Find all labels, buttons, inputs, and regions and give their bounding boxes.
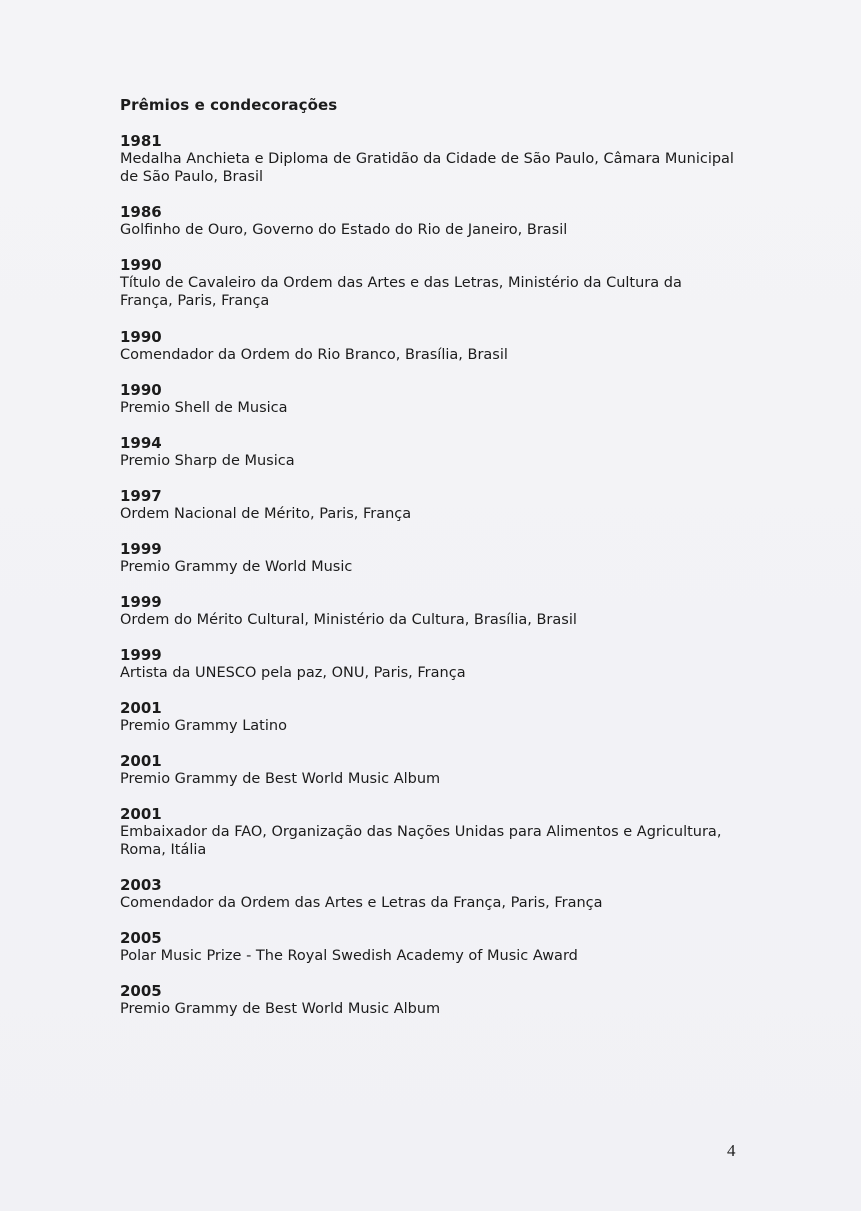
- award-description: Premio Grammy de World Music: [120, 559, 353, 575]
- award-year: 1999: [120, 593, 162, 611]
- award-year: 1999: [120, 540, 162, 558]
- award-year: 1990: [120, 381, 162, 399]
- award-year: 1990: [120, 328, 162, 346]
- award-year: 1994: [120, 434, 162, 452]
- award-description: Medalha Anchieta e Diploma de Gratidão da Cidade de São Paulo, Câmara Municipal de São Paulo, Brasil: [120, 151, 734, 185]
- award-entry: [120, 328, 760, 381]
- award-entry: [120, 929, 760, 982]
- award-year: 1990: [120, 256, 162, 274]
- award-description: Premio Sharp de Musica: [120, 453, 295, 469]
- award-entry: [120, 646, 760, 699]
- section-title: Prêmios e condecorações: [120, 96, 338, 114]
- award-entry: [120, 593, 760, 646]
- award-year: 1999: [120, 646, 162, 664]
- award-description: Comendador da Ordem do Rio Branco, Brasília, Brasil: [120, 347, 508, 363]
- award-entry: [120, 540, 760, 593]
- award-year: 2005: [120, 929, 162, 947]
- award-year: 2001: [120, 752, 162, 770]
- award-description: Premio Shell de Musica: [120, 400, 288, 416]
- award-description: Polar Music Prize - The Royal Swedish Academy of Music Award: [120, 948, 578, 964]
- award-description: Premio Grammy Latino: [120, 718, 287, 734]
- award-description: Golfinho de Ouro, Governo do Estado do Rio de Janeiro, Brasil: [120, 222, 568, 238]
- awards-list: [120, 132, 760, 1035]
- award-entry: [120, 256, 760, 328]
- award-entry: [120, 699, 760, 752]
- award-entry: [120, 752, 760, 805]
- award-year: 2001: [120, 699, 162, 717]
- award-entry: [120, 805, 760, 876]
- award-year: 1981: [120, 132, 162, 150]
- award-entry: [120, 434, 760, 487]
- award-year: 2005: [120, 982, 162, 1000]
- award-description: Embaixador da FAO, Organização das Nações Unidas para Alimentos e Agricultura, Roma, Itália: [120, 824, 722, 858]
- award-entry: [120, 381, 760, 434]
- award-entry: [120, 487, 760, 540]
- award-year: 1986: [120, 203, 162, 221]
- award-description: Comendador da Ordem das Artes e Letras da França, Paris, França: [120, 895, 603, 911]
- award-description: Premio Grammy de Best World Music Album: [120, 1001, 441, 1017]
- award-entry: [120, 876, 760, 929]
- award-description: Ordem Nacional de Mérito, Paris, França: [120, 506, 412, 522]
- award-description: Premio Grammy de Best World Music Album: [120, 771, 441, 787]
- award-entry: [120, 132, 760, 203]
- award-entry: [120, 203, 760, 256]
- award-year: 2003: [120, 876, 162, 894]
- award-year: 2001: [120, 805, 162, 823]
- award-year: 1997: [120, 487, 162, 505]
- page-number: 4: [727, 1141, 736, 1160]
- award-description: Ordem do Mérito Cultural, Ministério da Cultura, Brasília, Brasil: [120, 612, 577, 628]
- award-description: Título de Cavaleiro da Ordem das Artes e das Letras, Ministério da Cultura da França, Paris, França: [120, 275, 682, 309]
- award-entry: [120, 982, 760, 1035]
- award-description: Artista da UNESCO pela paz, ONU, Paris, França: [120, 665, 466, 681]
